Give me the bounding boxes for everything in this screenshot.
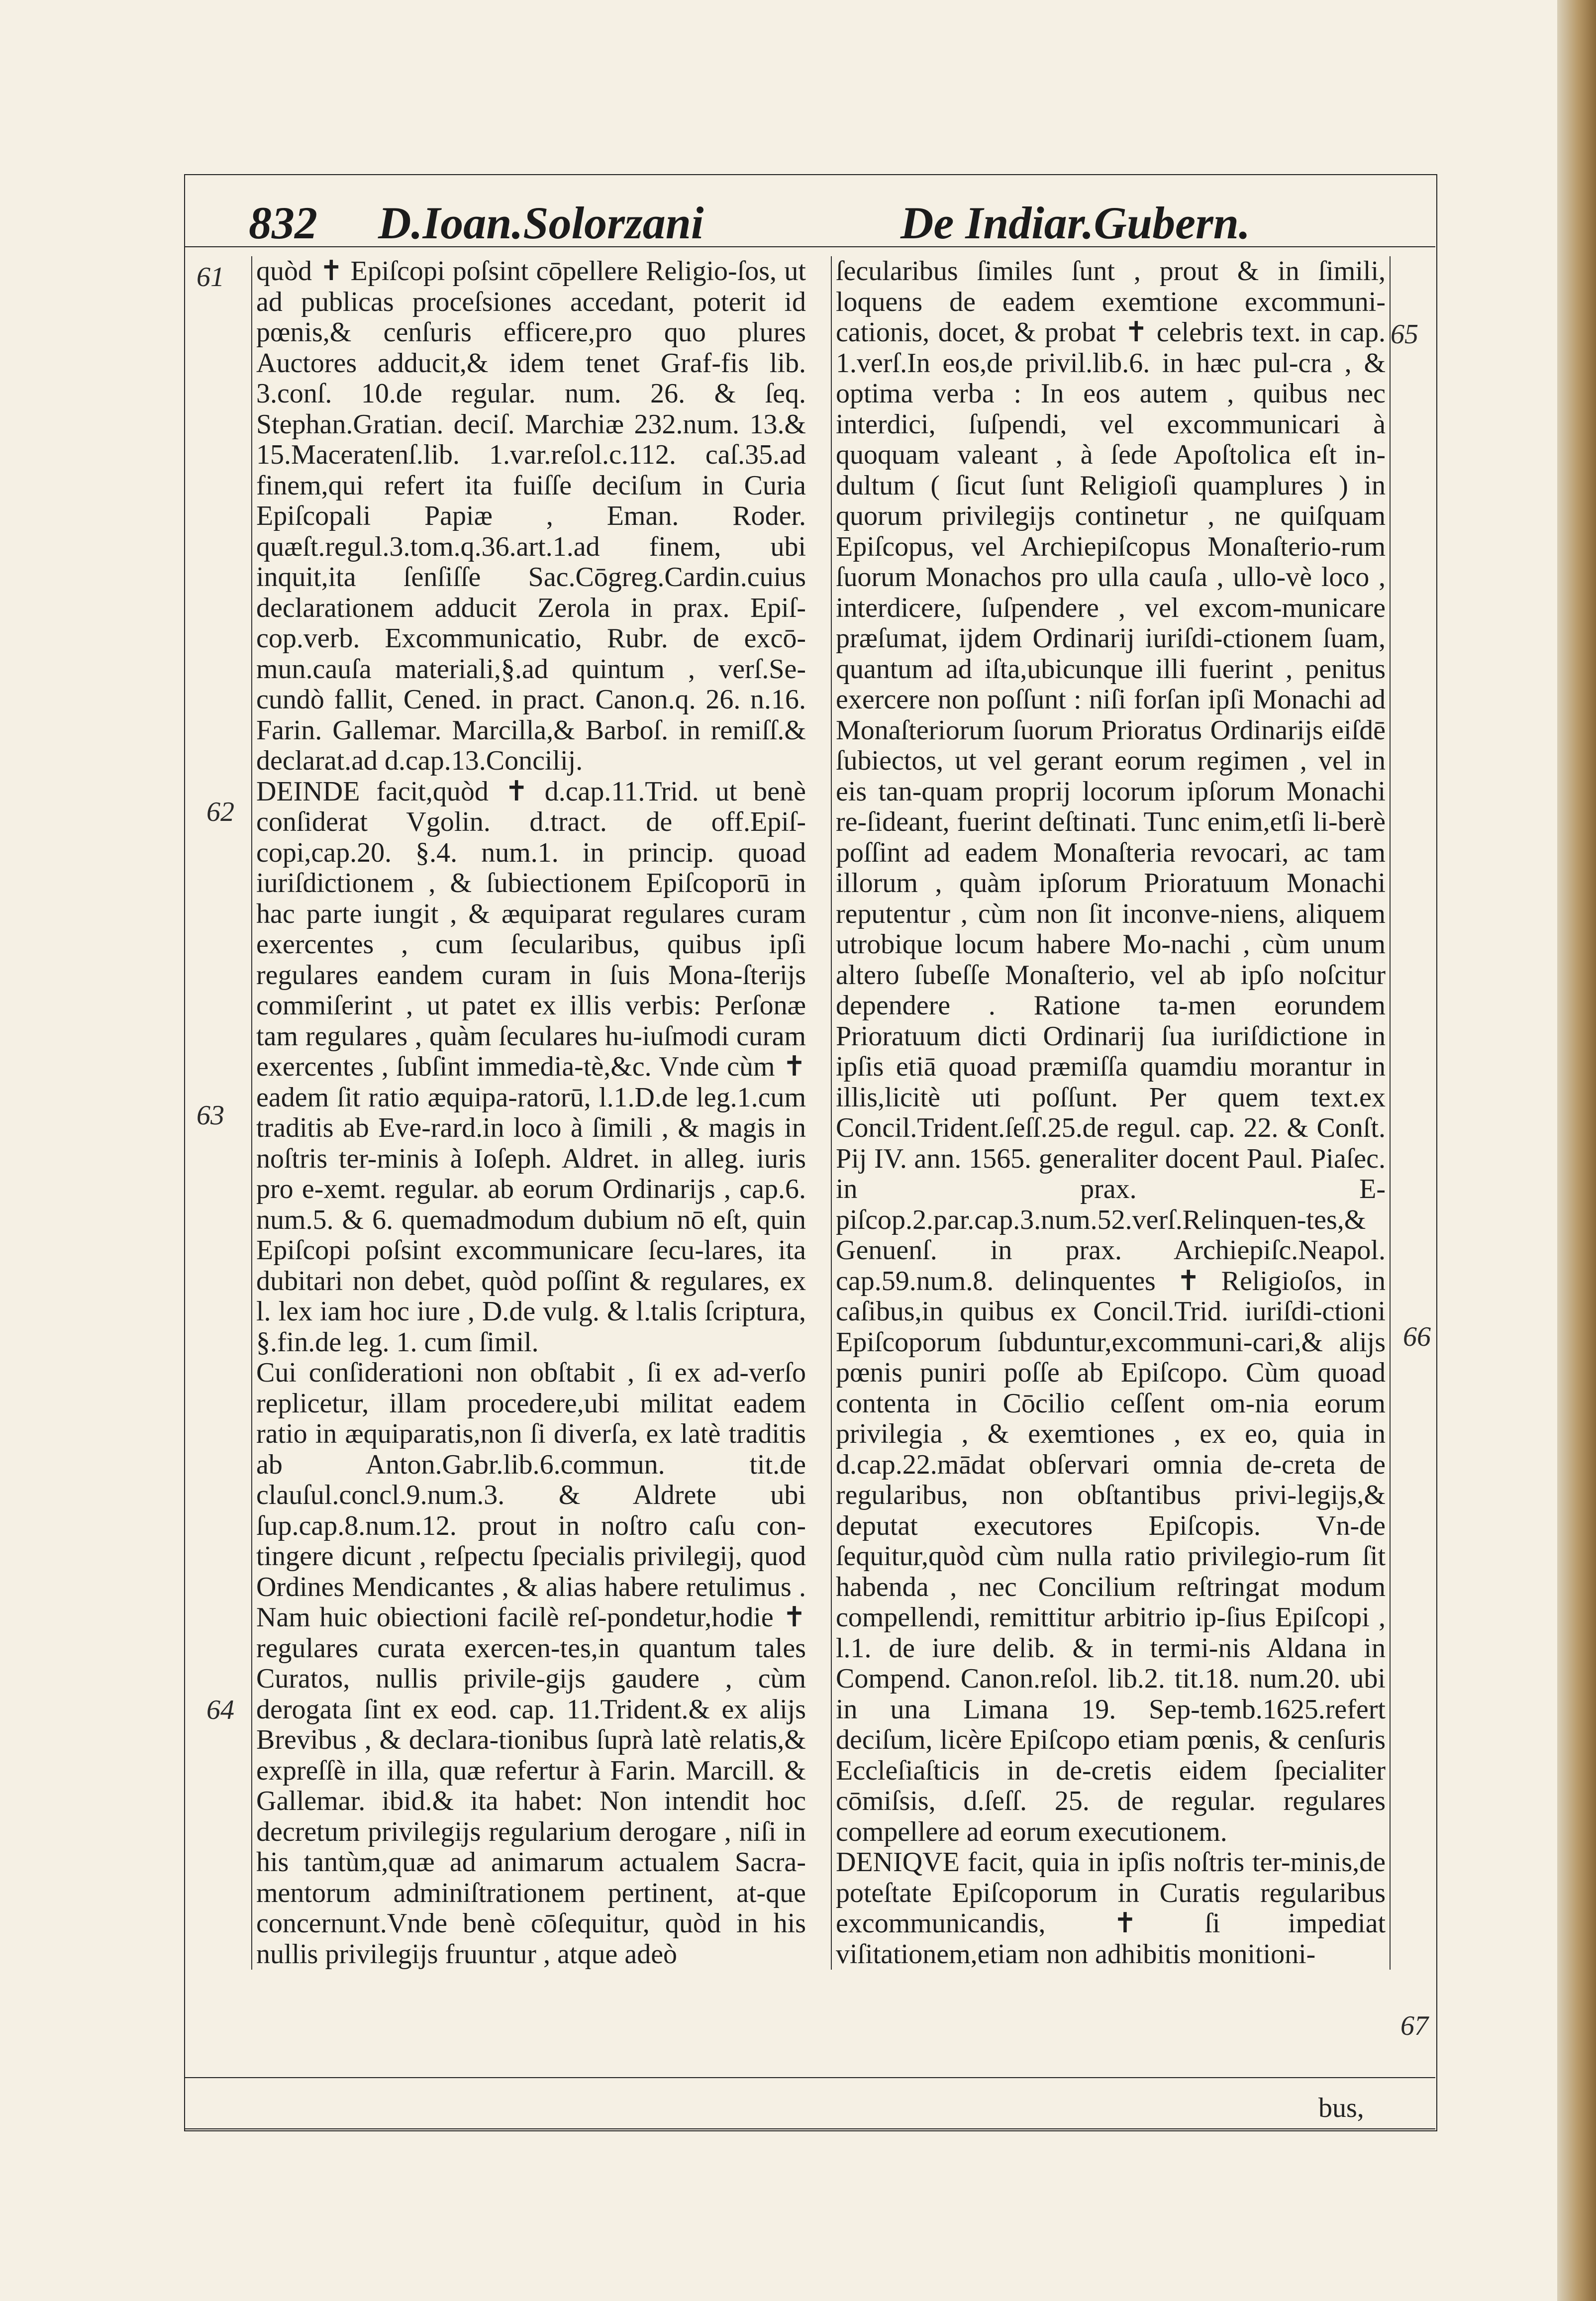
work-title: De Indiar.Gubern.: [900, 198, 1250, 248]
paragraph: quòd ✝ Epiſcopi poſsint cōpellere Religio-ſos, ut ad publicas proceſsiones accedant, poterit id pœnis,& cenſuris efficere,pro quo plures Auctores adducit,& idem tenet Graf-fis lib. 3.conſ. 10.de regular. num. 26. & ſeq. Stephan.Gratian. deciſ. Marchiæ 232.num. 13.& 15.Maceratenſ.lib. 1.var.reſol.c.112. caſ.35.ad finem,qui refert ita fuiſſe deciſum in Curia Epiſcopali Papiæ , Eman. Roder. quæſt.regul.3.tom.q.36.art.1.ad finem, ubi inquit,ita ſenſiſſe Sac.Cōgreg.Cardin.cuius declarationem adducit Zerola in prax. Epiſ-cop.verb. Excommunicatio, Rubr. de excō-mun.cauſa materiali,§.ad quintum , verſ.Se-cundò fallit, Cened. in pract. Canon.q. 26. n.16. Farin. Gallemar. Marcilla,& Barboſ. in remiſſ.& declarat.ad d.cap.13.Concilij.: [256, 256, 806, 776]
book-binding: [1557, 0, 1596, 2301]
left-text-column: [251, 256, 806, 1970]
paragraph: Cui conſiderationi non obſtabit , ſi ex ad-verſo replicetur, illam procedere,ubi militat eadem ratio in æquiparatis,non ſi diverſa, ex latè traditis ab Anton.Gabr.lib.6.commun. tit.de clauſul.concl.9.num.3. & Aldrete ubi ſup.cap.8.num.12. prout in noſtro caſu con-tingere dicunt , reſpectu ſpecialis privilegij, quod Ordines Mendicantes , & alias habere retulimus . Nam huic obiectioni facilè reſ-pondetur,hodie ✝ regulares curata exercen-tes,in quantum tales Curatos, nullis privile-gijs gaudere , cùm derogata ſint ex eod. cap. 11.Trident.& ex alijs Brevibus , & declara-tionibus ſuprà latè relatis,& expreſſè in illa, quæ refertur à Farin. Marcill. & Gallemar. ibid.& ita habet: Non intendit hoc decretum privilegijs regularium derogare , niſi in his tantùm,quæ ad animarum actualem Sacra-mentorum adminiſtrationem pertinent, at-que concernunt.Vnde benè cōſequitur, quòd in his nullis privilegijs fruuntur , atque adeò: [256, 1357, 806, 1970]
author-title: D.Ioan.Solorzani: [378, 198, 704, 248]
paragraph: DENIQVE facit, quia in ipſis noſtris ter-minis,de poteſtate Epiſcoporum in Curatis regularibus excommunicandis, ✝ ſi impediat viſitationem,etiam non adhibitis monitioni-: [836, 1847, 1386, 1970]
right-text-column: [831, 256, 1391, 1970]
margin-number: 66: [1403, 1321, 1431, 1352]
catchword: bus,: [1318, 2093, 1364, 2123]
paragraph: DEINDE facit,quòd ✝ d.cap.11.Trid. ut benè conſiderat Vgolin. d.tract. de off.Epiſ-copi,cap.20. §.4. num.1. in princip. quoad iuriſdictionem , & ſubiectionem Epiſcoporū in hac parte iungit , & æquiparat regulares curam exercentes , cum ſecularibus, quibus ipſi regulares eandem curam in ſuis Mona-ſterijs commiſerint , ut patet ex illis verbis: Perſonæ tam regulares , quàm ſeculares hu-iuſmodi curam exercentes , ſubſint immedia-tè,&c. Vnde cùm ✝ eadem ſit ratio æquipa-ratorū, l.1.D.de leg.1.cum traditis ab Eve-rard.in loco à ſimili , & magis in noſtris ter-minis à Ioſeph. Aldret. in alleg. iuris pro e-xemt. regular. ab eorum Ordinarijs , cap.6. num.5. & 6. quemadmodum dubium nō eſt, quin Epiſcopi poſsint excommunicare ſecu-lares, ita dubitari non debet, quòd poſſint & regulares, ex l. lex iam hoc iure , D.de vulg. & l.talis ſcriptura, §.fin.de leg. 1. cum ſimil.: [256, 776, 806, 1358]
page-number: 832: [249, 198, 317, 248]
paragraph: ſecularibus ſimiles ſunt , prout & in ſimili, loquens de eadem exemtione excommuni-cationis, docet, & probat ✝ celebris text. in cap. 1.verſ.In eos,de privil.lib.6. in hæc pul-cra , & optima verba : In eos autem , quibus nec interdici, ſuſpendi, vel excommunicari à quoquam valeant , à ſede Apoſtolica eſt in-dultum ( ſicut ſunt Religioſi quamplures ) in quorum privilegijs continetur , ne quiſquam Epiſcopus, vel Archiepiſcopus Monaſterio-rum ſuorum Monachos pro ulla cauſa , ullo-vè loco , interdicere, ſuſpendere , vel excom-municare præſumat, ijdem Ordinarij iuriſdi-ctionem ſuam, quantum ad iſta,ubicunque illi fuerint , penitus exercere non poſſunt : niſi forſan ipſi Monachi ad Monaſteriorum ſuorum Prioratus Ordinarijs eiſdē ſubiectos, ut vel gerant eorum regimen , vel in eis tan-quam proprij locorum ipſorum Monachi re-ſideant, fuerint deſtinati. Tunc enim,etſi li-berè poſſint ad eadem Monaſteria revocari, ac tam illorum , quàm ipſorum Prioratuum Monachi reputentur , cùm non ſit inconve-niens, aliquem utrobique locum habere Mo-nachi , cùm unum altero ſubeſſe Monaſterio, vel ab ipſo noſcitur dependere . Ratione ta-men eorundem Prioratuum dicti Ordinarij ſua iuriſdictione in ipſis etiā quoad præmiſſa quamdiu morantur in illis,licitè uti poſſunt. Per quem text.ex Concil.Trident.ſeſſ.25.de regul. cap. 22. & Conſt. Pij IV. ann. 1565. generaliter docent Paul. Piaſec. in prax. E-piſcop.2.par.cap.3.num.52.verſ.Relinquen-tes,& Genuenſ. in prax. Archiepiſc.Neapol. cap.59.num.8. delinquentes ✝ Religioſos, in caſibus,in quibus ex Concil.Trid. iuriſdi-ctioni Epiſcoporum ſubduntur,excommuni-cari,& alijs pœnis puniri poſſe ab Epiſcopo. Cùm quoad contenta in Cōcilio ceſſent om-nia eorum privilegia , & exemtiones , ex eo, quia in d.cap.22.mādat obſervari omnia de-creta de regularibus, non obſtantibus privi-legijs,& deputat executores Epiſcopis. Vn-de ſequitur,quòd cùm nulla ratio privilegio-rum ſit habenda , nec Concilium reſtringat modum compellendi, remittitur arbitrio ip-ſius Epiſcopi , l.1. de iure delib. & in termi-nis Aldana in Compend. Canon.reſol. lib.2. tit.18. num.20. ubi in una Limana 19. Sep-temb.1625.refert deciſum, licère Epiſcopo etiam pœnis, & cenſuris Eccleſiaſticis in de-cretis eidem ſpecialiter cōmiſsis, d.ſeſſ. 25. de regular. regulares compellere ad eorum executionem.: [836, 256, 1386, 1847]
margin-number: 67: [1400, 2010, 1428, 2041]
bottom-rule: [184, 2077, 1435, 2078]
margin-number: 63: [197, 1100, 224, 1131]
margin-number: 62: [206, 797, 234, 827]
margin-number: 64: [206, 1695, 234, 1725]
running-header: [184, 187, 1435, 247]
margin-number: 65: [1391, 319, 1418, 350]
footer-rule: [184, 2128, 1435, 2129]
margin-number: 61: [197, 262, 224, 293]
